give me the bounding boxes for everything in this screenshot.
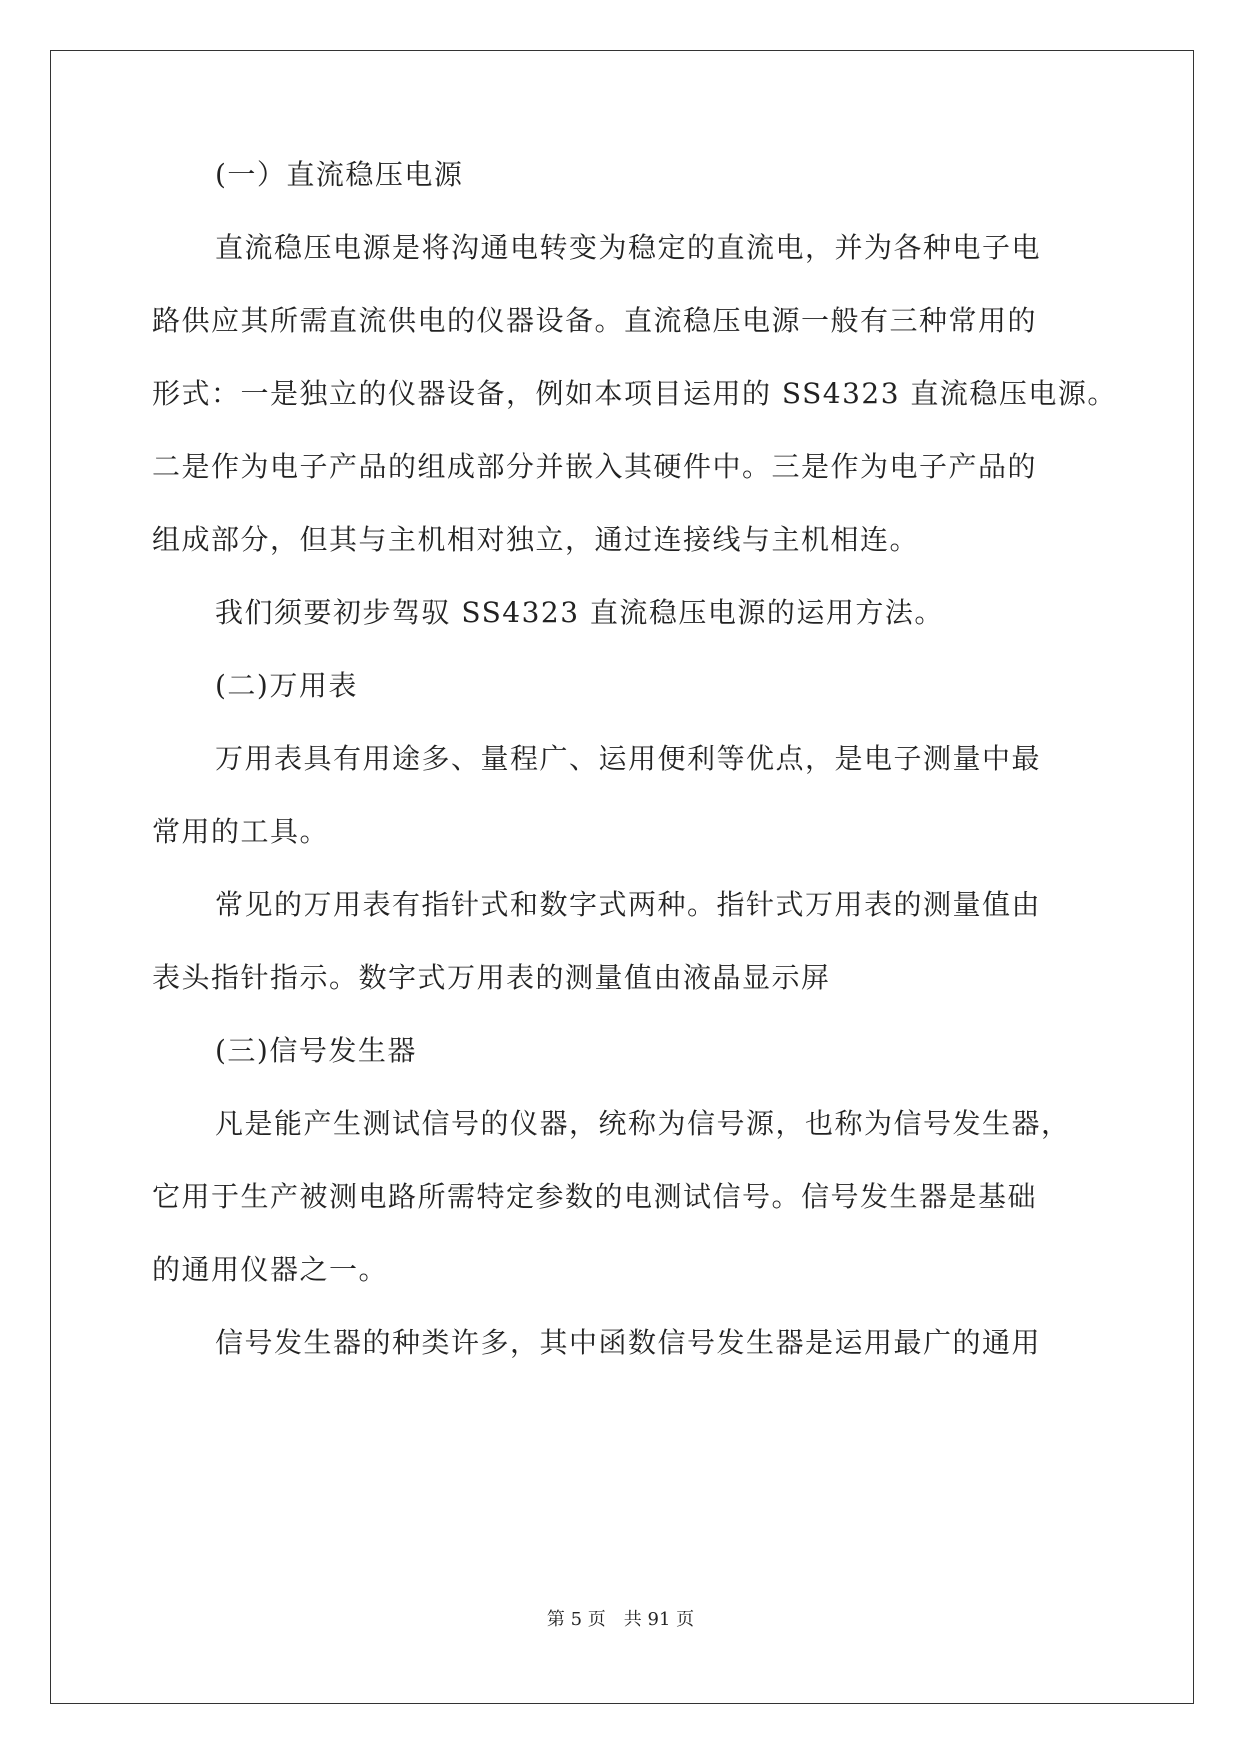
paragraph-line: 常用的工具。 [152,815,330,848]
paragraph-line: 的通用仪器之一。 [152,1253,389,1286]
page-number-footer: 第 5 页 共 91 页 [546,1609,695,1630]
section-heading-multimeter: (二)万用表 [215,669,358,702]
paragraph-line: 信号发生器的种类许多，其中函数信号发生器是运用最广的通用 [215,1326,1042,1359]
paragraph-line: 我们须要初步驾驭 SS4323 直流稳压电源的运用方法。 [215,596,944,629]
paragraph-line: 二是作为电子产品的组成部分并嵌入其硬件中。三是作为电子产品的 [152,450,1038,483]
paragraph-line: 常见的万用表有指针式和数字式两种。指针式万用表的测量值由 [215,888,1042,921]
paragraph-line: 表头指针指示。数字式万用表的测量值由液晶显示屏 [152,961,831,994]
paragraph-line: 直流稳压电源是将沟通电转变为稳定的直流电，并为各种电子电 [215,231,1042,264]
page-border [50,50,1194,1704]
paragraph-line: 凡是能产生测试信号的仪器，统称为信号源，也称为信号发生器， [215,1107,1071,1140]
section-heading-signal-generator: (三)信号发生器 [215,1034,417,1067]
paragraph-line: 它用于生产被测电路所需特定参数的电测试信号。信号发生器是基础 [152,1180,1038,1213]
paragraph-line: 组成部分，但其与主机相对独立，通过连接线与主机相连。 [152,523,920,556]
paragraph-line: 路供应其所需直流供电的仪器设备。直流稳压电源一般有三种常用的 [152,304,1038,337]
paragraph-line: 万用表具有用途多、量程广、运用便利等优点，是电子测量中最 [215,742,1042,775]
paragraph-line: 形式：一是独立的仪器设备，例如本项目运用的 SS4323 直流稳压电源。 [152,377,1117,410]
section-heading-dc-power: (一）直流稳压电源 [215,158,464,191]
